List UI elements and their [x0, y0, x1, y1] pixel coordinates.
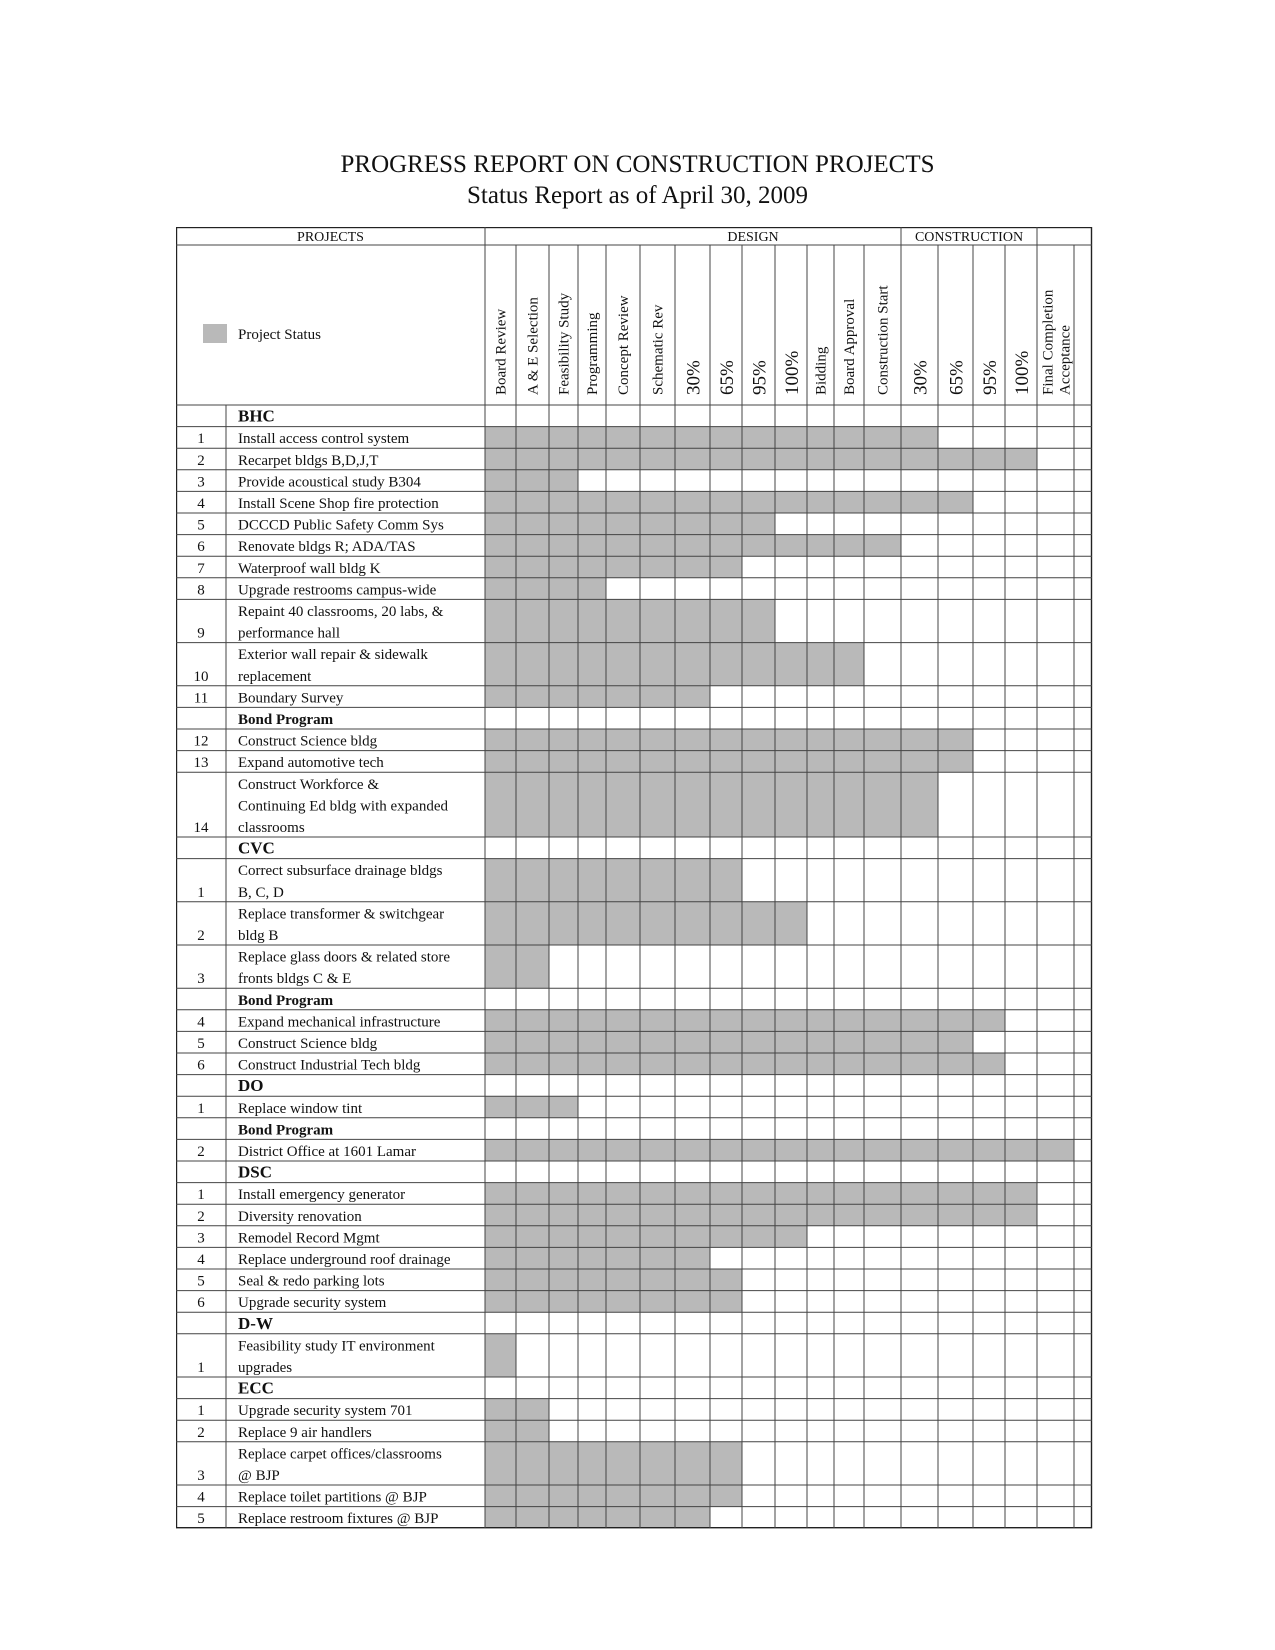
project-name: Construct Workforce &: [238, 776, 379, 793]
row-number: 12: [193, 733, 209, 750]
project-name: Replace window tint: [238, 1100, 363, 1117]
stage-header: 100%: [782, 350, 803, 395]
project-name: Correct subsurface drainage bldgs: [238, 863, 443, 880]
stage-header: Feasibility Study: [556, 292, 573, 395]
project-name: B, C, D: [238, 884, 284, 901]
status-fill: [485, 1226, 807, 1248]
status-fill: [485, 945, 549, 988]
project-name: Renovate bldgs R; ADA/TAS: [238, 539, 416, 556]
project-name: Replace underground roof drainage: [238, 1252, 451, 1268]
stage-header: Final Completion: [1040, 289, 1057, 395]
stage-header: Construction Start: [875, 285, 892, 395]
project-name: performance hall: [238, 625, 341, 642]
project-name: @ BJP: [238, 1468, 280, 1484]
stage-header: 30%: [910, 360, 932, 395]
status-fill: [485, 686, 710, 708]
projects-band-label: PROJECTS: [297, 230, 364, 245]
row-number: 4: [197, 1252, 205, 1268]
stage-header: Schematic Rev: [650, 304, 667, 395]
project-name: Replace carpet offices/classrooms: [238, 1446, 442, 1463]
project-name: upgrades: [238, 1360, 293, 1376]
status-fill: [485, 1204, 1037, 1226]
row-number: 5: [197, 517, 205, 534]
status-fill: [485, 1010, 1005, 1032]
status-fill: [485, 470, 578, 492]
project-name: Replace glass doors & related store: [238, 949, 451, 966]
status-fill: [485, 1247, 710, 1269]
stage-header: Concept Review: [616, 295, 632, 395]
status-fill: [485, 599, 775, 642]
row-number: 6: [197, 539, 205, 556]
row-number: 1: [197, 1360, 205, 1376]
row-number: 1: [197, 431, 205, 448]
row-number: 11: [193, 690, 209, 707]
row-number: 13: [193, 755, 209, 772]
status-fill: [485, 513, 775, 535]
status-fill: [485, 729, 973, 751]
stage-header: Bidding: [813, 346, 830, 395]
row-number: 9: [197, 625, 205, 642]
construction-band-label: CONSTRUCTION: [914, 230, 1024, 245]
status-fill: [485, 448, 1037, 470]
project-name: classrooms: [238, 820, 305, 836]
project-name: Install emergency generator: [238, 1187, 406, 1204]
status-fill: [485, 1420, 549, 1442]
project-name: Recarpet bldgs B,D,J,T: [238, 452, 379, 469]
row-number: 2: [197, 1144, 205, 1160]
status-fill: [485, 751, 973, 773]
stage-header: 65%: [717, 360, 738, 395]
row-number: 2: [197, 928, 205, 944]
project-name: Install access control system: [238, 431, 410, 448]
status-fill: [485, 1507, 710, 1529]
project-name: Replace 9 air handlers: [238, 1424, 372, 1441]
campus-heading: BHC: [238, 406, 275, 426]
stage-header: 100%: [1012, 350, 1033, 395]
legend-label: Project Status: [238, 327, 321, 343]
status-fill: [485, 902, 807, 945]
row-number: 14: [193, 820, 209, 836]
stage-header: 95%: [749, 360, 771, 395]
project-name: Boundary Survey: [238, 690, 344, 707]
row-number: 6: [197, 1295, 205, 1312]
status-fill: [485, 1183, 1037, 1205]
project-name: Seal & redo parking lots: [238, 1273, 385, 1290]
project-name: Install Scene Shop fire protection: [238, 496, 439, 512]
project-name: Diversity renovation: [238, 1208, 362, 1225]
project-name: Replace toilet partitions @ BJP: [238, 1489, 427, 1506]
progress-table: [176, 227, 1094, 1531]
status-fill: [485, 427, 938, 449]
status-fill: [485, 1485, 742, 1507]
campus-heading: ECC: [238, 1378, 274, 1398]
status-fill: [485, 1096, 578, 1118]
status-fill: [485, 859, 742, 902]
status-fill: [485, 1053, 1005, 1075]
stage-header: Board Approval: [842, 298, 858, 395]
report-title: PROGRESS REPORT ON CONSTRUCTION PROJECTS: [340, 151, 935, 178]
row-number: 2: [197, 1424, 205, 1441]
campus-heading: D-W: [238, 1313, 273, 1333]
row-number: 1: [197, 1403, 205, 1420]
project-name: replacement: [238, 668, 312, 685]
stage-header: 95%: [980, 360, 1001, 395]
project-name: bldg B: [238, 928, 279, 944]
row-number: 3: [197, 1468, 205, 1484]
row-number: 1: [197, 884, 205, 901]
row-number: 6: [197, 1057, 205, 1074]
stage-header: Board Review: [493, 308, 510, 395]
project-name: Expand mechanical infrastructure: [238, 1014, 441, 1031]
row-number: 5: [197, 1273, 205, 1290]
campus-heading: DSC: [238, 1162, 273, 1182]
project-name: Replace restroom fixtures @ BJP: [238, 1511, 439, 1528]
status-fill: [485, 491, 973, 513]
status-fill: [485, 1442, 742, 1485]
project-name: Waterproof wall bldg K: [238, 560, 381, 577]
row-number: 4: [197, 496, 205, 512]
project-name: Feasibility study IT environment: [238, 1338, 435, 1355]
project-name: Continuing Ed bldg with expanded: [238, 798, 448, 815]
row-number: 10: [193, 668, 209, 685]
program-subheading: Bond Program: [238, 992, 334, 1009]
project-name: DCCCD Public Safety Comm Sys: [238, 517, 444, 534]
report-subtitle: Status Report as of April 30, 2009: [467, 182, 808, 209]
project-name: Repaint 40 classrooms, 20 labs, &: [238, 604, 444, 620]
row-number: 3: [197, 474, 205, 491]
row-number: 3: [197, 1230, 205, 1247]
status-fill: [485, 578, 606, 600]
status-fill: [485, 1334, 516, 1377]
stage-header: 30%: [683, 360, 705, 395]
campus-heading: CVC: [238, 838, 275, 858]
project-name: Provide acoustical study B304: [238, 474, 421, 491]
project-name: Construct Industrial Tech bldg: [238, 1057, 421, 1074]
campus-heading: DO: [238, 1076, 264, 1096]
project-name: Upgrade restrooms campus-wide: [238, 582, 437, 599]
project-name: Remodel Record Mgmt: [238, 1230, 380, 1247]
row-number: 1: [197, 1187, 205, 1204]
status-fill: [485, 772, 938, 837]
status-fill: [485, 556, 742, 578]
status-fill: [485, 535, 901, 557]
status-fill: [485, 1031, 973, 1053]
project-name: Construct Science bldg: [238, 733, 378, 750]
row-number: 8: [197, 582, 205, 599]
row-number: 7: [197, 560, 205, 577]
row-number: 3: [197, 971, 205, 988]
stage-header: Programming: [585, 312, 601, 395]
row-number: 2: [197, 452, 205, 469]
project-name: Replace transformer & switchgear: [238, 906, 445, 923]
project-name: Construct Science bldg: [238, 1036, 378, 1052]
stage-header: Acceptance: [1057, 325, 1074, 395]
design-band-label: DESIGN: [727, 230, 779, 245]
stage-header: 65%: [946, 360, 968, 395]
legend-swatch: [203, 324, 227, 343]
program-subheading: Bond Program: [238, 712, 334, 728]
status-fill: [485, 1139, 1074, 1161]
project-name: Upgrade security system 701: [238, 1403, 413, 1420]
program-subheading: Bond Program: [238, 1122, 334, 1139]
project-name: Upgrade security system: [238, 1295, 387, 1312]
status-fill: [485, 1291, 742, 1313]
status-fill: [485, 1269, 742, 1291]
row-number: 1: [197, 1100, 205, 1117]
stage-header: A & E Selection: [525, 297, 542, 395]
row-number: 4: [197, 1014, 205, 1031]
status-fill: [485, 1399, 549, 1421]
project-name: fronts bldgs C & E: [238, 971, 352, 988]
project-name: Exterior wall repair & sidewalk: [238, 647, 428, 664]
row-number: 4: [197, 1489, 205, 1506]
row-number: 2: [197, 1208, 205, 1225]
project-name: Expand automotive tech: [238, 755, 384, 772]
row-number: 5: [197, 1511, 205, 1528]
project-name: District Office at 1601 Lamar: [238, 1144, 416, 1160]
row-number: 5: [197, 1036, 205, 1052]
